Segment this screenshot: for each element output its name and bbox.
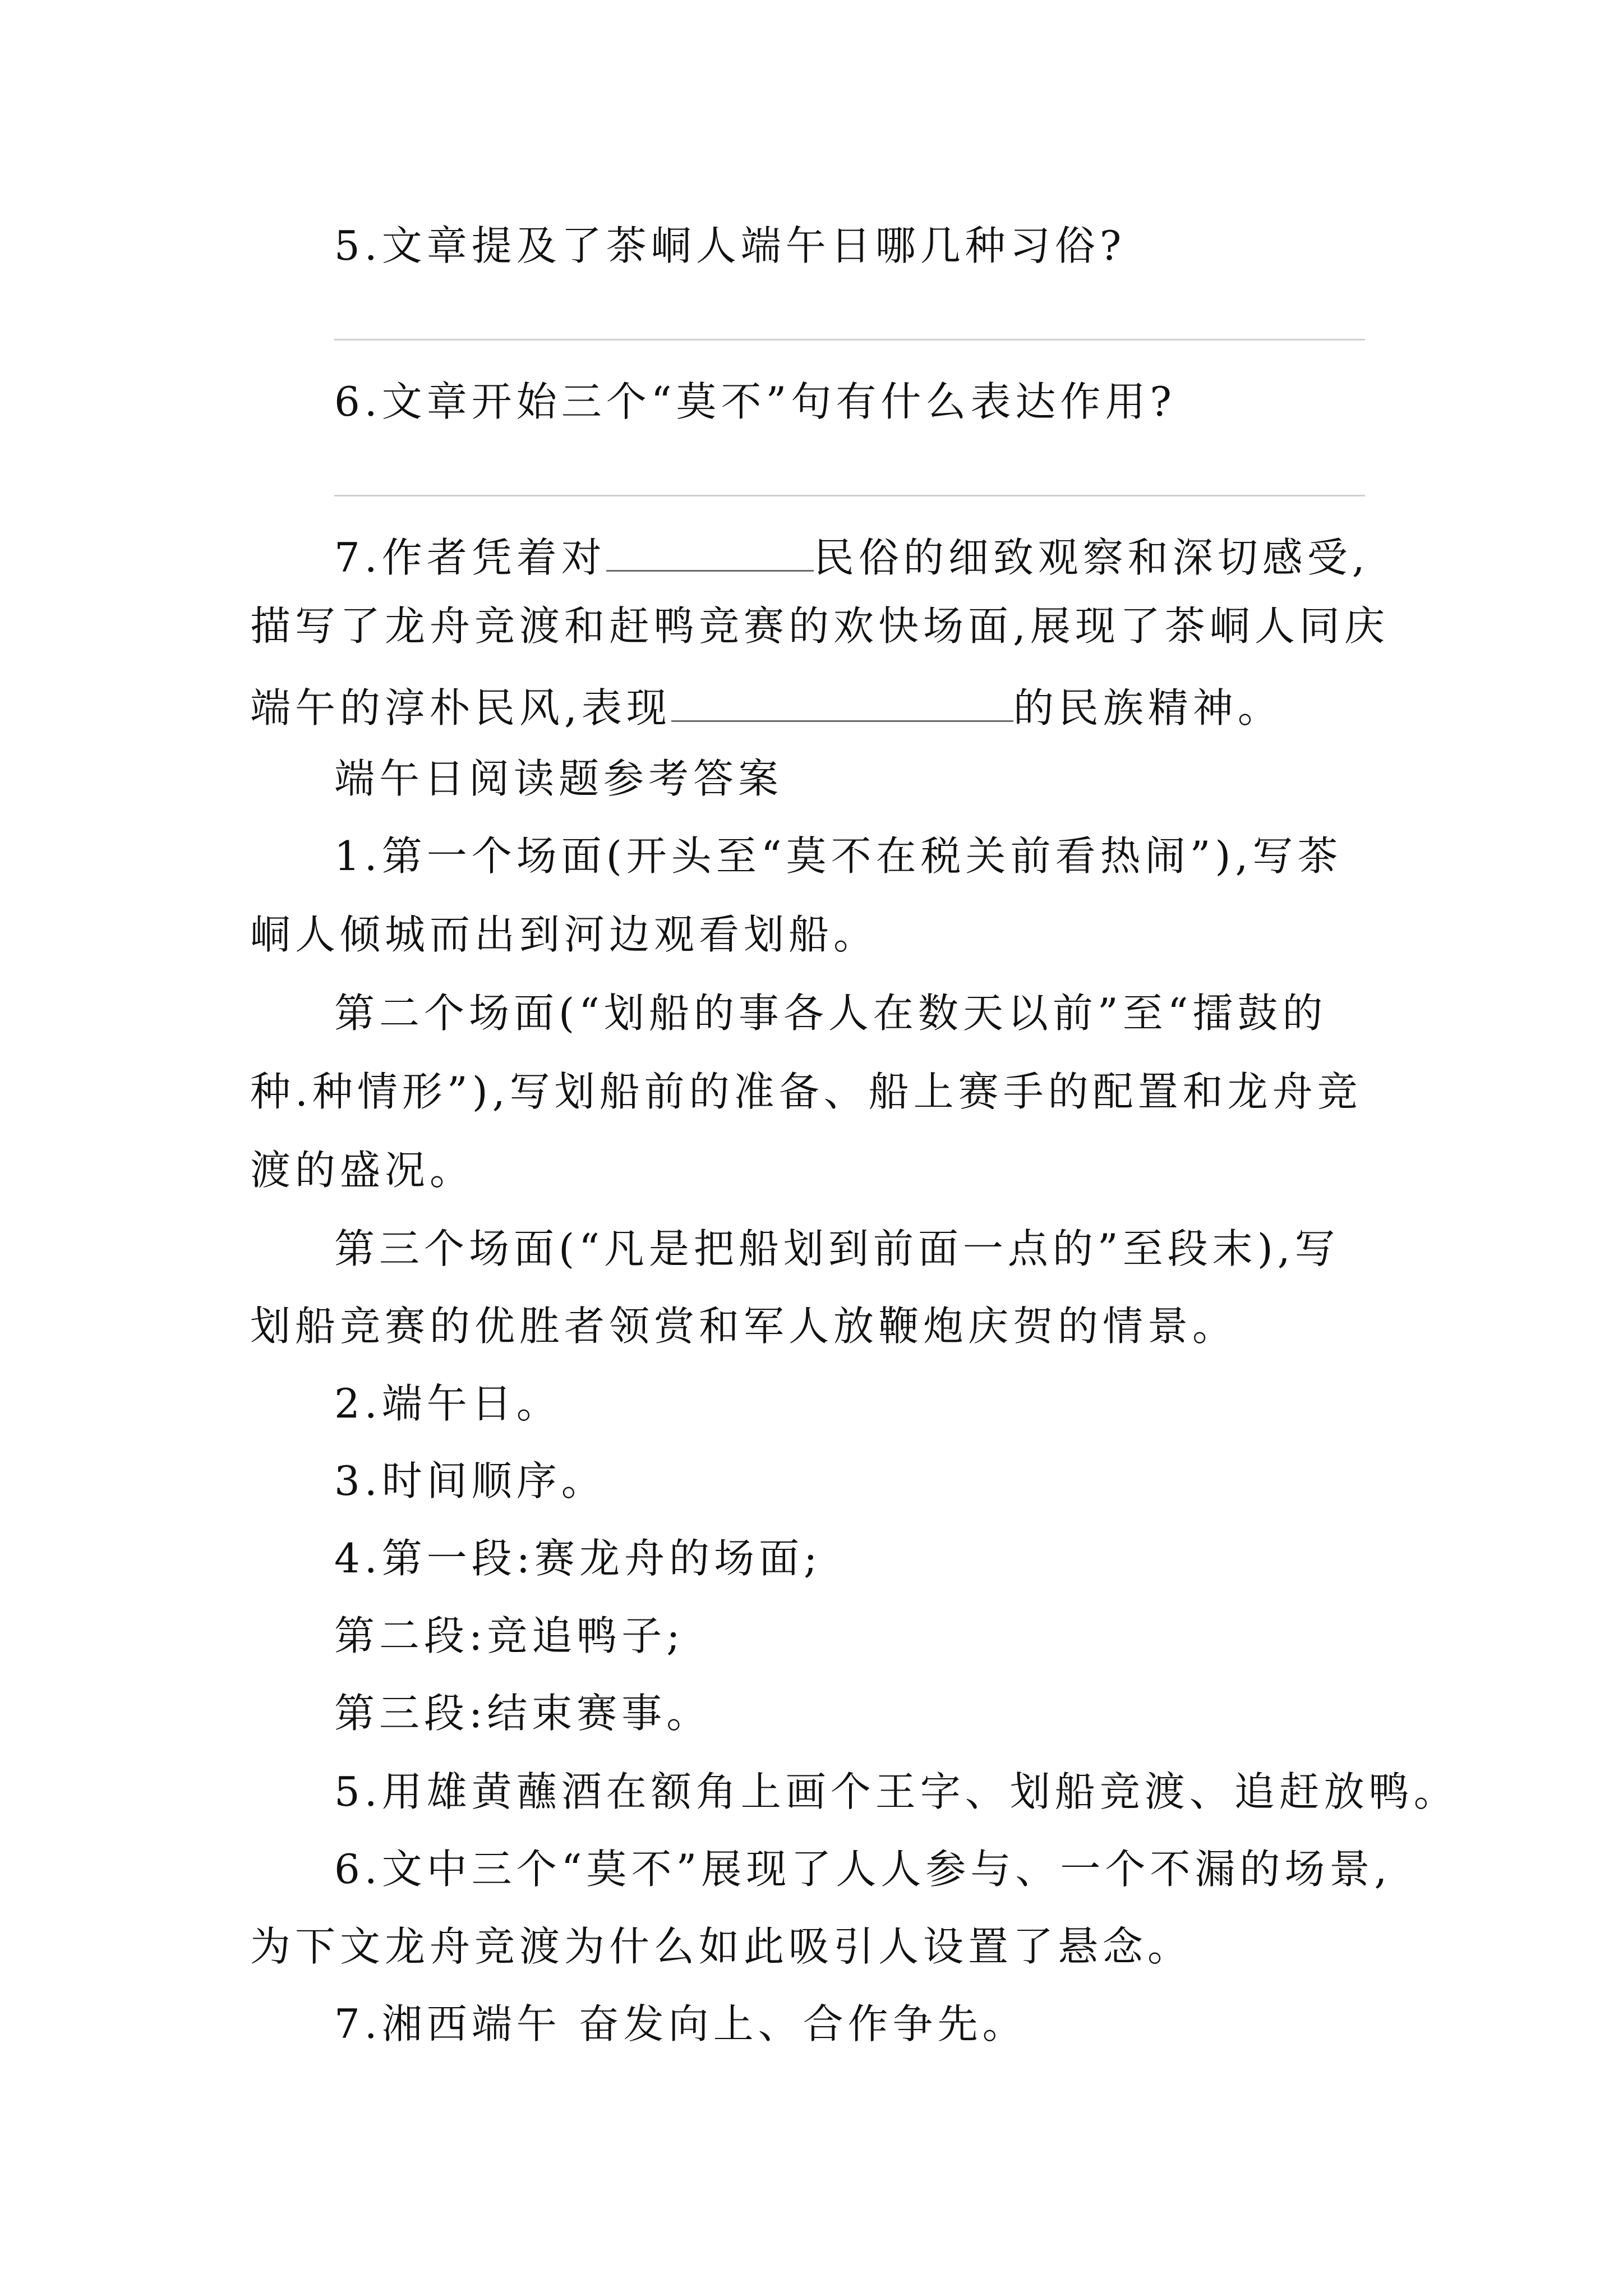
- answer-1-line5: 渡的盛况。: [250, 1147, 475, 1194]
- answer-4-line3: 第三段:结束赛事。: [334, 1690, 712, 1737]
- answer-2: 2.端午日。: [334, 1380, 561, 1427]
- answer-7: 7.湘西端午 奋发向上、合作争先。: [334, 2000, 1027, 2047]
- answer-1-line7: 划船竞赛的优胜者领赏和军人放鞭炮庆贺的情景。: [250, 1303, 1238, 1350]
- answer-1-line2: 峒人倾城而出到河边观看划船。: [250, 911, 879, 958]
- answer-6-line1: 6.文中三个“莫不”展现了人人参与、一个不漏的场景,: [334, 1846, 1392, 1893]
- answer-line-q6: [334, 495, 1365, 496]
- answer-1-line1: 1.第一个场面(开头至“莫不在税关前看热闹”),写茶: [334, 832, 1343, 880]
- question-7-line3: [250, 684, 1283, 731]
- question-7-text-b: 民俗的细致观察和深切感受,: [813, 534, 1370, 581]
- answer-1-line6: 第三个场面(“凡是把船划到前面一点的”至段末),写: [334, 1225, 1340, 1272]
- question-7-line2: 描写了龙舟竞渡和赶鸭竞赛的欢快场面,展现了茶峒人同庆: [250, 602, 1389, 650]
- answer-4-line2: 第二段:竞追鸭子;: [334, 1612, 685, 1659]
- question-7-text-a: 7.作者凭着对: [334, 534, 606, 581]
- answer-1-line4: 种.种情形”),写划船前的准备、船上赛手的配置和龙舟竞: [250, 1068, 1362, 1115]
- answers-title: 端午日阅读题参考答案: [334, 755, 783, 802]
- answer-1-line3: 第二个场面(“划船的事各人在数天以前”至“擂鼓的: [334, 990, 1327, 1037]
- answer-4-line1: 4.第一段:赛龙舟的场面;: [334, 1535, 822, 1582]
- fill-blank-2[interactable]: [671, 687, 1013, 722]
- question-7-text-d: 的民族精神。: [1013, 684, 1283, 731]
- question-7-line1: [334, 534, 1370, 581]
- answer-5: 5.用雄黄蘸酒在额角上画个王字、划船竞渡、追赶放鸭。: [334, 1768, 1459, 1815]
- fill-blank-1[interactable]: [606, 536, 814, 572]
- answer-6-line2: 为下文龙舟竞渡为什么如此吸引人设置了悬念。: [250, 1923, 1193, 1970]
- answer-3: 3.时间顺序。: [334, 1457, 606, 1504]
- answer-line-q5: [334, 339, 1365, 341]
- question-6: 6.文章开始三个“莫不”句有什么表达作用?: [334, 378, 1176, 425]
- question-7-text-c: 端午的淳朴民风,表现: [250, 684, 671, 731]
- question-5: 5.文章提及了茶峒人端午日哪几种习俗?: [334, 222, 1126, 269]
